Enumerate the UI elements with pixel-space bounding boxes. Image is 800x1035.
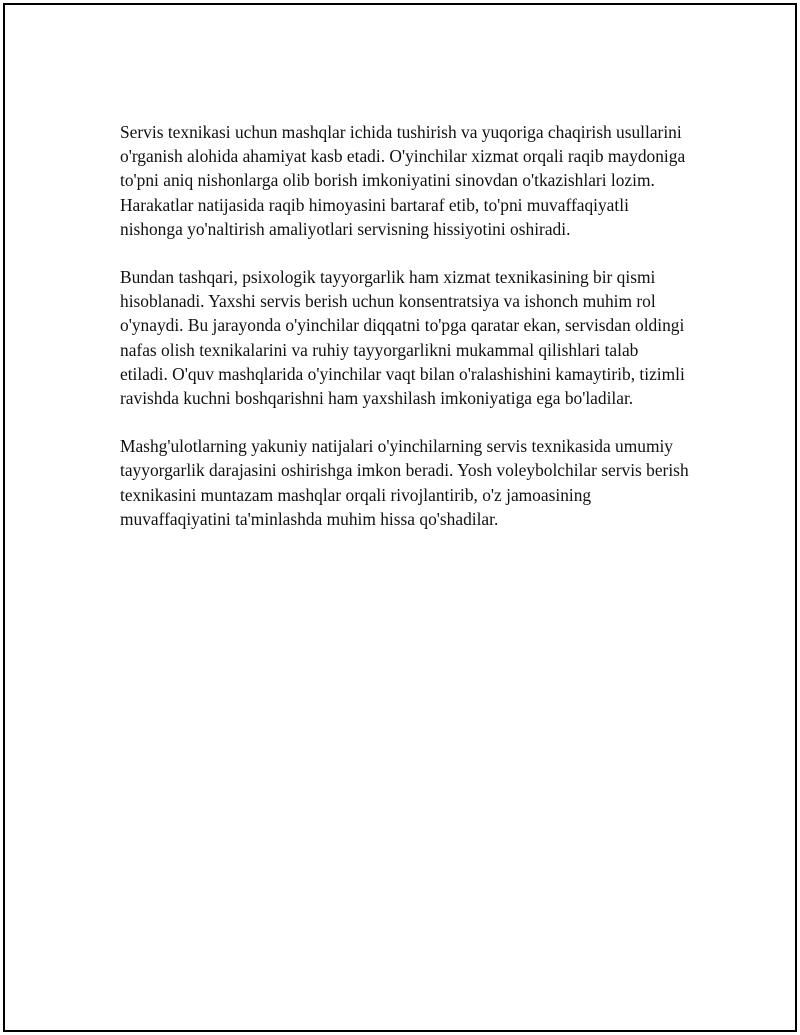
- paragraph-3: Mashg'ulotlarning yakuniy natijalari o'yinchilarning servis texnikasida umumiy tayyorgarlik darajasini oshirishga imkon beradi. Yosh voleybolchilar servis berish texnikasini muntazam mashqlar orqali rivojlantirib, o'z jamoasining muvaffaqiyatini ta'minlashda muhim hissa qo'shadilar.: [120, 436, 689, 529]
- document-body: [120, 120, 690, 555]
- document-page: [3, 3, 797, 1032]
- paragraph-1: Servis texnikasi uchun mashqlar ichida tushirish va yuqoriga chaqirish usullarini o'rganish alohida ahamiyat kasb etadi. O'yinchilar xizmat orqali raqib maydoniga to'pni aniq nishonlarga olib borish imkoniyatini sinovdan o'tkazishlari lozim. Harakatlar natijasida raqib himoyasini bartaraf etib, to'pni muvaffaqiyatli nishonga yo'naltirish amaliyotlari servisning hissiyotini oshiradi.: [120, 122, 686, 239]
- paragraph-2: Bundan tashqari, psixologik tayyorgarlik ham xizmat texnikasining bir qismi hisoblanadi. Yaxshi servis berish uchun konsentratsiya va ishonch muhim rol o'ynaydi. Bu jarayonda o'yinchilar diqqatni to'pga qaratar ekan, servisdan oldingi nafas olish texnikalarini va ruhiy tayyorgarlikni mukammal qilishlari talab etiladi. O'quv mashqlarida o'yinchilar vaqt bilan o'ralashishini kamaytirib, tizimli ravishda kuchni boshqarishni ham yaxshilash imkoniyatiga ega bo'ladilar.: [120, 267, 685, 409]
